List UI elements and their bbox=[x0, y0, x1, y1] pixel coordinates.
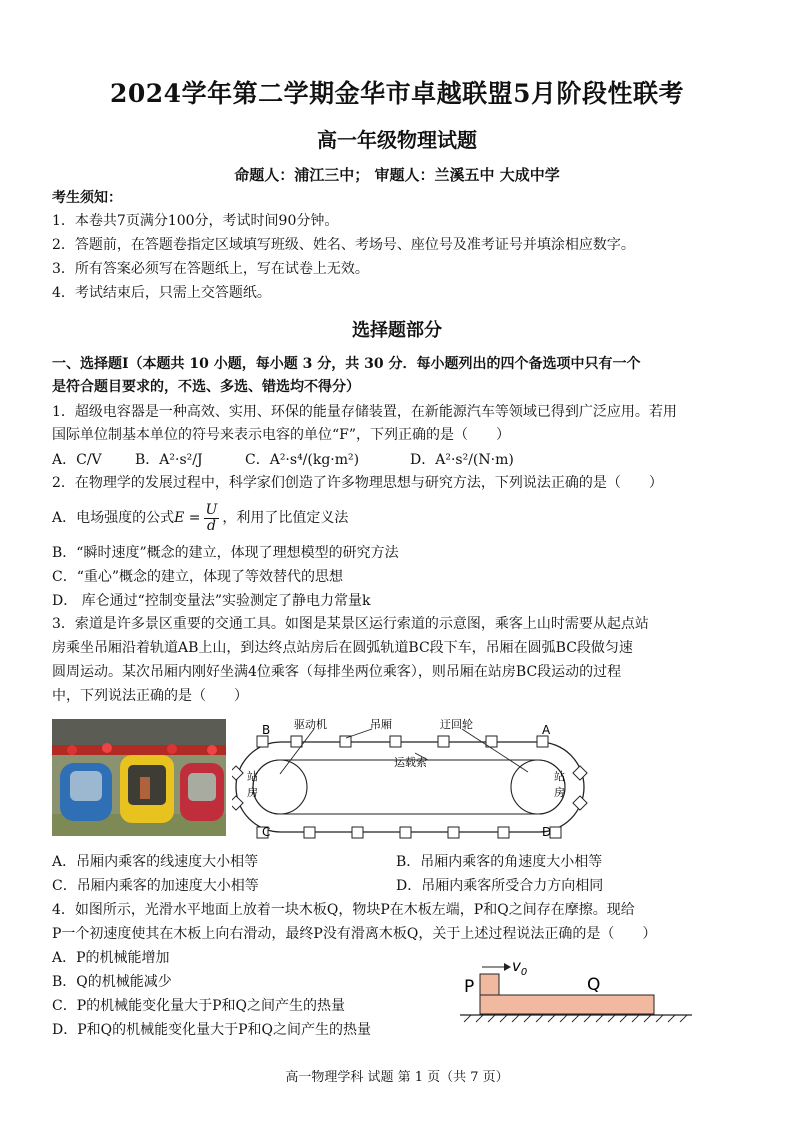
velocity-label bbox=[512, 957, 527, 978]
part1-heading-line2: 是符合题目要求的，不选、多选、错选均不得分） bbox=[52, 379, 360, 395]
cabin-marker bbox=[448, 827, 459, 838]
q4-line2: P一个初速度使其在木板上向右滑动，最终P没有滑离木板Q，关于上述过程说法正确的是（ ） bbox=[52, 926, 657, 942]
label-c: C bbox=[262, 825, 271, 839]
q3-line2: 房乘坐吊厢沿着轨道AB上山，到达终点站房后在圆弧轨道BC段下车，吊厢在圆弧BC段做匀速 bbox=[52, 640, 633, 656]
notice-item-3: 3．所有答案必须写在答题纸上，写在试卷上无效。 bbox=[52, 261, 369, 277]
q1-line2: 国际单位制基本单位的符号来表示电容的单位“F”，下列正确的是（ ） bbox=[52, 427, 511, 443]
cabin-marker bbox=[232, 766, 243, 780]
page-footer: 高一物理学科 试题 第 1 页（共 7 页） bbox=[285, 1070, 509, 1085]
velocity-arrowhead bbox=[504, 963, 511, 971]
board-q bbox=[480, 995, 654, 1014]
exam-subtitle: 高一年级物理试题 bbox=[317, 128, 477, 152]
q1-option-b: B．A²·s²/J bbox=[135, 452, 203, 468]
label-station-right-2: 房 bbox=[554, 786, 565, 799]
q2-option-a-prefix: A．电场强度的公式 bbox=[52, 510, 175, 526]
label-station-left-2: 房 bbox=[247, 786, 258, 799]
label-b: B bbox=[262, 723, 271, 737]
board-block-figure bbox=[456, 957, 696, 1027]
ropeway-diagram bbox=[232, 716, 592, 844]
label-station-left-1: 站 bbox=[247, 770, 258, 783]
q3-option-c: C．吊厢内乘客的加速度大小相等 bbox=[52, 878, 259, 894]
cable-car-photo bbox=[52, 719, 226, 836]
cabin-marker bbox=[257, 736, 268, 747]
notice-item-1: 1．本卷共7页满分100分，考试时间90分钟。 bbox=[52, 213, 339, 229]
q4-option-a: A．P的机械能增加 bbox=[52, 950, 170, 966]
label-p: P bbox=[464, 977, 475, 997]
label-wheel: 迂回轮 bbox=[440, 718, 473, 731]
q4-option-d: D．P和Q的机械能变化量大于P和Q之间产生的热量 bbox=[52, 1022, 372, 1038]
cabin-marker bbox=[352, 827, 363, 838]
q2-option-a bbox=[52, 498, 742, 538]
cabin-marker bbox=[573, 766, 587, 780]
label-cabin: 吊厢 bbox=[370, 718, 392, 731]
q4-option-b: B．Q的机械能减少 bbox=[52, 974, 172, 990]
q1-line1: 1．超级电容器是一种高效、实用、环保的能量存储装置，在新能源汽车等领域已得到广泛应用。若用 bbox=[52, 404, 677, 420]
label-drive: 驱动机 bbox=[294, 718, 327, 731]
cabin-marker bbox=[573, 796, 587, 810]
notice-item-2: 2．答题前，在答题卷指定区域填写班级、姓名、考场号、座位号及准考证号并填涂相应数字。 bbox=[52, 237, 635, 253]
cabin-marker bbox=[304, 827, 315, 838]
q4-line1: 4．如图所示，光滑水平地面上放着一块木板Q，物块P在木板左端，P和Q之间存在摩擦。现给 bbox=[52, 902, 635, 918]
q3-option-d: D．吊厢内乘客所受合力方向相同 bbox=[396, 878, 604, 894]
cabin-marker bbox=[340, 736, 351, 747]
q3-option-a: A．吊厢内乘客的线速度大小相等 bbox=[52, 854, 259, 870]
q3-line4: 中，下列说法正确的是（ ） bbox=[52, 688, 248, 704]
part1-heading-line1: 一、选择题Ⅰ（本题共 10 小题，每小题 3 分，共 30 分．每小题列出的四个备选项中只有一个 bbox=[52, 356, 641, 372]
q1-option-c: C．A²·s⁴/(kg·m²) bbox=[245, 452, 360, 468]
cabin-marker bbox=[537, 736, 548, 747]
drive-wheel bbox=[253, 760, 307, 814]
cabin-marker bbox=[390, 736, 401, 747]
q2-option-b: B．“瞬时速度”概念的建立，体现了理想模型的研究方法 bbox=[52, 545, 399, 561]
q3-line1: 3．索道是许多景区重要的交通工具。如图是某景区运行索道的示意图，乘客上山时需要从起点站 bbox=[52, 616, 649, 632]
q2-stem: 2．在物理学的发展过程中，科学家们创造了许多物理思想与研究方法，下列说法正确的是（ ） bbox=[52, 475, 663, 491]
exam-title: 2024学年第二学期金华市卓越联盟5月阶段性联考 bbox=[110, 79, 684, 108]
label-station-right-1: 站 bbox=[554, 770, 565, 783]
q2-option-c: C．“重心”概念的建立，体现了等效替代的思想 bbox=[52, 569, 344, 585]
exam-authors: 命题人：浦江三中； 审题人：兰溪五中 大成中学 bbox=[234, 166, 560, 184]
q2-option-a-suffix: ，利用了比值定义法 bbox=[222, 510, 349, 526]
q2-formula-fraction bbox=[204, 503, 220, 534]
q1-option-a: A．C/V bbox=[52, 452, 102, 468]
notice-item-4: 4．考试结束后，只需上交答题纸。 bbox=[52, 285, 271, 301]
cabin-marker bbox=[291, 736, 302, 747]
label-q: Q bbox=[587, 975, 601, 995]
q3-option-b: B．吊厢内乘客的角速度大小相等 bbox=[396, 854, 603, 870]
q4-option-c: C．P的机械能变化量大于P和Q之间产生的热量 bbox=[52, 998, 346, 1014]
cabin-marker bbox=[438, 736, 449, 747]
q2-formula-lhs: E = bbox=[174, 510, 201, 526]
cabin-marker bbox=[550, 827, 561, 838]
block-p bbox=[480, 974, 499, 995]
q2-formula-numerator: U bbox=[205, 501, 218, 518]
q2-option-d: D． 库仑通过“控制变量法”实验测定了静电力常量k bbox=[52, 593, 371, 609]
section-title: 选择题部分 bbox=[352, 320, 442, 341]
cabin-marker bbox=[400, 827, 411, 838]
velocity-symbol: v bbox=[512, 957, 521, 975]
q1-option-d: D．A²·s²/(N·m) bbox=[410, 452, 514, 468]
label-d: D bbox=[542, 825, 552, 839]
q2-formula-denominator: d bbox=[206, 517, 216, 534]
cabin-marker bbox=[498, 827, 509, 838]
q3-line3: 圆周运动。某次吊厢内刚好坐满4位乘客（每排坐两位乘客），则吊厢在站房BC段运动的过程 bbox=[52, 664, 622, 680]
wheel-pointer bbox=[462, 729, 528, 772]
velocity-subscript: 0 bbox=[520, 967, 528, 978]
cabin-pointer bbox=[346, 729, 372, 738]
label-rope: 运载索 bbox=[394, 756, 427, 769]
label-a: A bbox=[542, 723, 551, 737]
ground-hatching bbox=[464, 1015, 687, 1022]
notice-heading: 考生须知： bbox=[52, 190, 122, 206]
